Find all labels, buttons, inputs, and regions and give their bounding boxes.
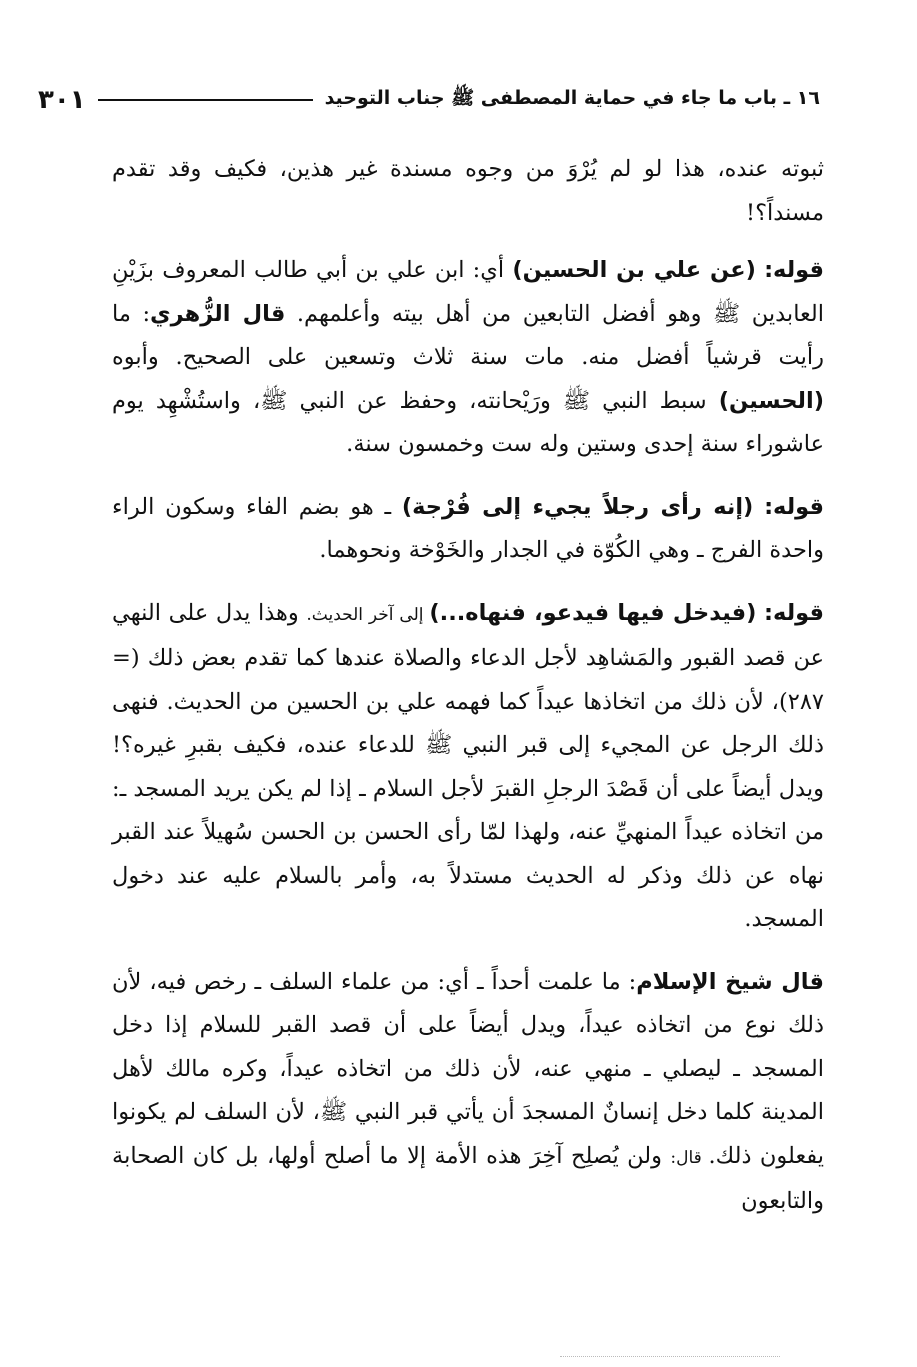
paragraph-text: سبط النبي ﷺ ورَيْحانته، وحفظ عن النبي ﷺ، واستُشْهِد يوم عاشوراء سنة إحدى وستين وله ست وخمسون سنة. [112, 387, 824, 457]
paragraph-text: ولن يُصلِح آخِرَ هذه الأمة إلا ما أصلح أولها، بل كان الصحابة والتابعون [112, 1142, 824, 1214]
paragraph-text: : ما رأيت قرشياً أفضل منه. مات سنة ثلاث وتسعين على الصحيح. وأبوه [112, 300, 824, 370]
lead-word: قوله: [764, 493, 824, 520]
lead-word: قوله: [764, 599, 824, 626]
page-number: ٣٠١ [38, 85, 86, 115]
small-note: قال: [670, 1147, 709, 1168]
bold-phrase: قال الزُّهري [150, 300, 286, 327]
lead-word: قال شيخ الإسلام [636, 968, 824, 995]
paragraph-text: أي: ابن علي بن أبي طالب المعروف بزَيْنِ العابدين ﷺ وهو أفضل التابعين من أهل بيته وأعلمهم. [112, 257, 825, 327]
bold-phrase: (الحسين) [718, 387, 824, 414]
bold-phrase: (إنه رأى رجلاً يجيء إلى فُرْجة) [401, 493, 754, 520]
bold-phrase: (عن علي بن الحسين) [512, 257, 756, 283]
paragraph-3 [112, 486, 824, 573]
paragraph-4 [112, 592, 824, 942]
paragraph-text: ثبوته عنده، هذا لو لم يُرْوَ من وجوه مسندة غير هذين، فكيف وقد تقدم مسنداً؟! [112, 156, 824, 226]
paragraph-text: وهذا يدل على النهي عن قصد القبور والمَشاهِد لأجل الدعاء والصلاة عندها كما تقدم بعض ذلك (= ٢٨٧)، لأن ذلك من اتخاذها عيداً كما فهمه علي بن الحسين من الحديث. فنهى ذلك الرجل عن المجيء إلى قبر النبي ﷺ للدعاء عنده، فكيف بقبرِ غيره؟! ويدل أيضاً على أن قَصْدَ الرجلِ القبرَ لأجل السلام ـ إذا لم يكن يريد المسجد ـ: من اتخاذه عيداً المنهيِّ عنه، ولهذا لمّا رأى الحسن بن الحسن سُهيلاً عند القبر نهاه عن ذلك وذكر له الحديث مستدلاً به، وأمر بالسلام عليه عند دخول المسجد. [112, 599, 824, 932]
paragraph-text: ـ هو بضم الفاء وسكون الراء واحدة الفرج ـ وهي الكُوّة في الجدار والخَوْخة ونحوهما. [112, 493, 824, 563]
paragraph-1 [112, 148, 824, 235]
chapter-title: ١٦ ـ باب ما جاء في حماية المصطفى ﷺ جناب التوحيد [324, 87, 820, 109]
lead-word: قوله: [764, 257, 824, 283]
page-header [38, 80, 820, 120]
paragraph-text: : ما علمت أحداً ـ أي: من علماء السلف ـ رخص فيه، لأن ذلك نوع من اتخاذه عيداً، ويدل أيضاً على أن قصد القبر للسلام إذا دخل المسجد ـ ليصلي ـ منهي عنه، لأن ذلك من اتخاذه عيداً، وكره مالك لأهل المدينة كلما دخل إنسانٌ المسجدَ أن يأتي قبر النبي ﷺ، لأن السلف لم يكونوا يفعلون ذلك. [112, 968, 824, 1169]
paragraph-5 [112, 961, 824, 1224]
bold-phrase: (فيدخل فيها فيدعو، فنهاه...) [429, 599, 757, 626]
small-note: إلى آخر الحديث. [306, 604, 430, 625]
footer-divider [560, 1356, 780, 1361]
header-rule [98, 99, 313, 101]
paragraph-2 [112, 249, 824, 467]
body-text [112, 148, 824, 1243]
